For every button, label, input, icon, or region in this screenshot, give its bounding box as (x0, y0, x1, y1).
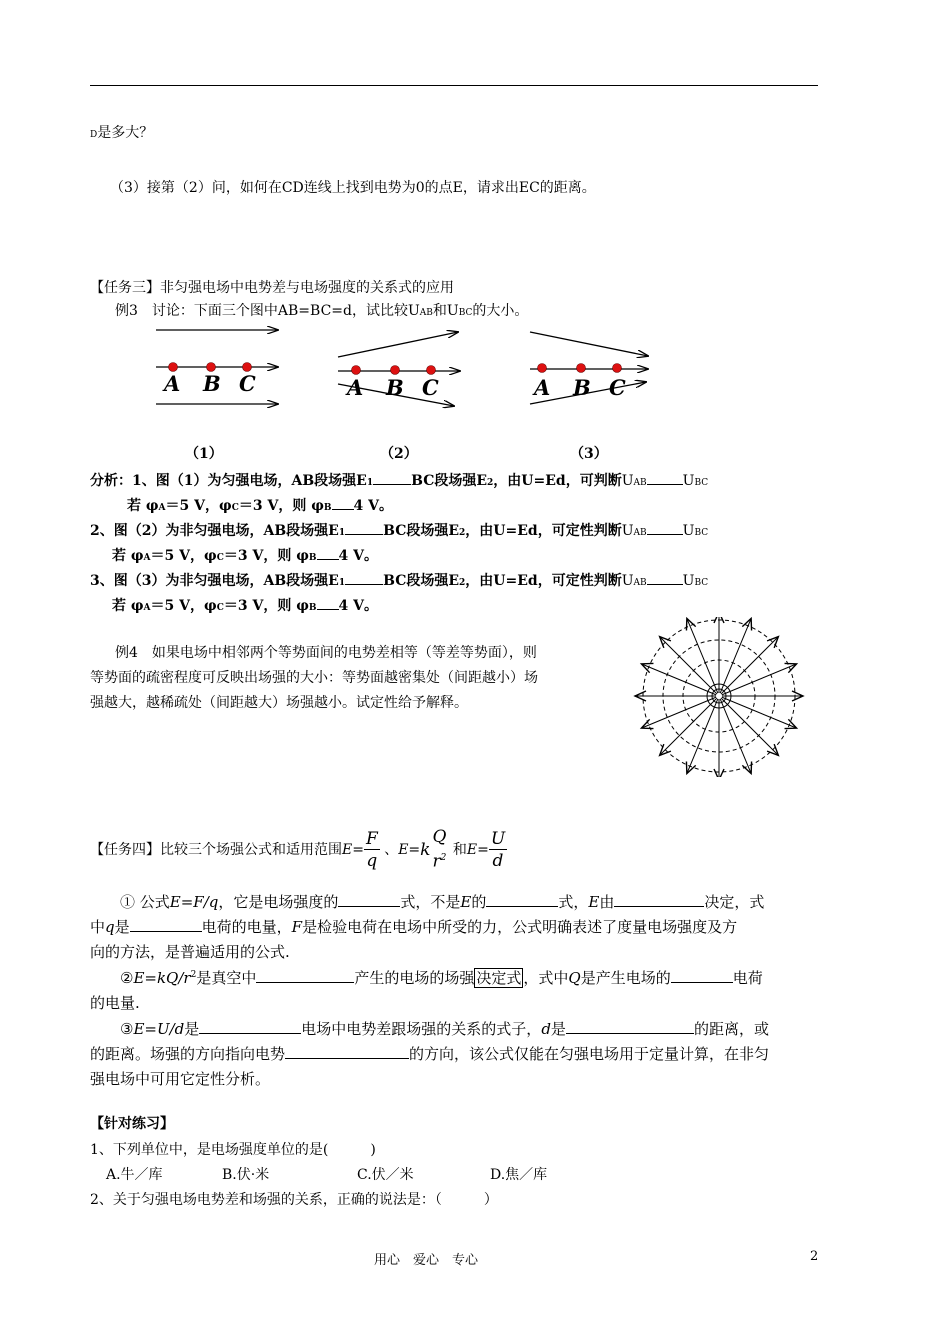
text: ① 公式 (120, 893, 170, 911)
and-text: 和 (452, 842, 467, 858)
fraction-q-over-r2 (430, 827, 448, 873)
task3-title: 【任务三】非匀强电场中电势差与电场强度的关系式的应用 (90, 280, 454, 296)
analysis-1-mid: BC段场强E (411, 473, 488, 489)
para3-line3: 强电场中可用它定性分析。 (90, 1070, 271, 1088)
phi-line-3 (112, 595, 378, 615)
phi-a-val: ＝5 V， (150, 548, 205, 564)
u-letter: U (682, 473, 695, 489)
answer-blank[interactable] (614, 892, 704, 907)
example-3 (115, 300, 528, 320)
phi-pre: 若 φ (112, 548, 144, 564)
phi-c-sub: C (231, 503, 239, 513)
boxed-term: 决定式 (476, 969, 522, 987)
text: 中 (90, 918, 106, 936)
formula-e-eq: E= (342, 842, 364, 858)
answer-blank[interactable] (647, 570, 683, 585)
answer-blank[interactable] (345, 520, 383, 535)
frac-den (430, 847, 448, 873)
phi-a-val: ＝5 V， (165, 498, 220, 514)
field-line (721, 637, 778, 694)
text: 的方向，该公式仅能在匀强电场用于定量计算，在非匀 (409, 1045, 770, 1063)
figure-2 (330, 320, 470, 420)
caption-1: （1） (185, 446, 223, 462)
analysis-1-post: ，由U=Ed，可判断 (493, 473, 622, 489)
para2-line1 (120, 967, 763, 988)
phi-c-val: ＝3 V，则 φ (238, 498, 324, 514)
page-number: 2 (810, 1249, 819, 1264)
answer-blank[interactable] (345, 570, 383, 585)
phi-c-val: ＝3 V，则 φ (223, 598, 309, 614)
phi-post: 4 V。 (353, 498, 393, 514)
frac-den: d (492, 850, 504, 871)
phi-post: 4 V。 (338, 548, 378, 564)
ex3-sub-bc: BC (458, 308, 473, 318)
text: 的距离。场强的方向指向电势 (90, 1045, 286, 1063)
text: ，式中 (523, 969, 569, 987)
radial-field-diagram (626, 617, 812, 777)
field-line (720, 618, 751, 693)
formula-e-eq: E= (466, 842, 489, 858)
answer-blank[interactable] (317, 545, 339, 560)
figure-3 (520, 320, 660, 420)
para3-line1 (120, 1018, 769, 1039)
text: ③ (120, 1020, 134, 1038)
analysis-1 (90, 470, 708, 490)
field-line (660, 637, 717, 694)
analysis-2-mid: BC段场强E (383, 523, 460, 539)
text: 产生的电场的场强 (354, 969, 475, 987)
frac-num: F (365, 828, 378, 849)
formula: E=F/q (169, 893, 219, 911)
u-letter: U (621, 523, 634, 539)
text: 电荷的电量， (201, 918, 292, 936)
field-line (660, 698, 717, 755)
text: 是 (184, 1020, 200, 1038)
answer-blank[interactable] (256, 968, 354, 983)
phi-c-sub: C (216, 603, 224, 613)
separator: 、 (384, 842, 399, 858)
field-line (722, 697, 797, 728)
u-letter: U (621, 473, 634, 489)
field-line (338, 332, 458, 357)
frac-den: q (366, 850, 378, 871)
example-4-line-2: 等势面的疏密程度可反映出场强的大小：等势面越密集处（间距越小）场 (90, 670, 538, 686)
analysis-2-post: ，由U=Ed，可定性判断 (465, 523, 622, 539)
var-q: q (105, 918, 115, 936)
footer-slogan: 用心 爱心 专心 (374, 1253, 479, 1268)
label-b: B (573, 375, 591, 400)
answer-blank[interactable] (647, 470, 683, 485)
answer-blank[interactable] (199, 1019, 301, 1034)
analysis-3-pre: 3、图（3）为非匀强电场，AB段场强E (90, 573, 339, 589)
var-f: F (291, 918, 303, 936)
field-line (641, 664, 716, 695)
point-a (352, 366, 361, 375)
text: ② (120, 969, 134, 987)
field-line (530, 332, 648, 356)
u-ab-blank (622, 473, 708, 489)
text: 由 (599, 893, 615, 911)
phi-line-2 (112, 545, 378, 565)
analysis-2-pre: 2、图（2）为非匀强电场，AB段场强E (90, 523, 339, 539)
text: 是产生电场的 (580, 969, 671, 987)
caption-3: （3） (570, 446, 608, 462)
field-line (687, 699, 718, 774)
point-a (538, 364, 547, 373)
constant-k: k (420, 840, 431, 860)
phi-b-sub: B (308, 603, 317, 613)
answer-blank[interactable] (130, 917, 202, 932)
para1-line3: 向的方法，是普遍适用的公式. (90, 943, 290, 961)
label-b: B (386, 375, 404, 400)
analysis-2 (90, 520, 708, 540)
option-d[interactable]: D.焦／库 (490, 1167, 548, 1183)
text: ，它是电场强度的 (218, 893, 339, 911)
answer-blank[interactable] (671, 968, 733, 983)
answer-blank[interactable] (486, 892, 558, 907)
point-c (427, 366, 436, 375)
option-c[interactable]: C.伏／米 (357, 1167, 414, 1183)
example-4-line-3: 强越大，越稀疏处（间距越大）场强越小。试定性给予解释。 (90, 695, 468, 711)
phi-a-val: ＝5 V， (150, 598, 205, 614)
phi-c-val: ＝3 V，则 φ (223, 548, 309, 564)
phi-b-sub: B (308, 553, 317, 563)
para1-line2 (90, 916, 737, 937)
field-line (721, 698, 778, 755)
label-b: B (203, 371, 221, 396)
ex3-text-post: 的大小。 (472, 303, 529, 319)
label-c: C (239, 371, 256, 396)
text: 是 (114, 918, 130, 936)
question-3: （3）接第（2）问，如何在CD连线上找到电势为0的点E，请求出EC的距离。 (110, 180, 596, 196)
radial-field-lines (635, 617, 803, 777)
e2-sub: 2 (459, 528, 466, 538)
u-letter: U (682, 523, 695, 539)
figure-1 (150, 320, 290, 420)
phi-c: φ (219, 498, 232, 514)
analysis-1-pre: 分析：1、图（1）为匀强电场，AB段场强E (90, 473, 367, 489)
practice-title: 【针对练习】 (90, 1116, 174, 1132)
top-fragment (90, 122, 153, 142)
text: 的 (471, 893, 487, 911)
fraction-u-over-d (489, 829, 507, 872)
text: 是真空中 (196, 969, 257, 987)
para2-line2: 的电量. (90, 994, 140, 1012)
point-c (613, 364, 622, 373)
answer-blank[interactable] (373, 470, 411, 485)
phi-post: 4 V。 (338, 598, 378, 614)
option-b[interactable]: B.伏·米 (222, 1167, 270, 1183)
var-q: Q (568, 969, 581, 987)
e1-sub: 1 (366, 478, 374, 488)
u-ab-sub: AB (633, 528, 647, 538)
phi-a-sub: A (158, 503, 166, 513)
answer-blank[interactable] (338, 892, 400, 907)
u-bc-sub: BC (694, 528, 709, 538)
para1-line1 (120, 891, 764, 912)
var-e: E (460, 893, 472, 911)
phi-pre: 若 φ (127, 498, 159, 514)
fraction-f-over-q (364, 829, 380, 872)
u-letter: U (682, 573, 695, 589)
point-b (577, 364, 586, 373)
top-text: 是多大？ (97, 125, 154, 141)
answer-blank[interactable] (332, 495, 354, 510)
frac-num: U (490, 828, 506, 849)
field-line (720, 699, 751, 774)
analysis-3 (90, 570, 708, 590)
text: 式， (558, 893, 589, 911)
analysis-3-post: ，由U=Ed，可定性判断 (465, 573, 622, 589)
ex3-text-mid: 和U (432, 303, 459, 319)
e1-sub: 1 (338, 528, 346, 538)
practice-q2: 2、关于匀强电场电势差和场强的关系，正确的说法是：（ ） (90, 1192, 498, 1208)
field-line (687, 618, 718, 693)
text: 电荷 (732, 969, 763, 987)
formula-e-eq: E= (398, 842, 421, 858)
example-4-line-1: 例4 如果电场中相邻两个等势面间的电势差相等（等差等势面），则 (115, 645, 537, 661)
text: 决定，式 (704, 893, 765, 911)
answer-blank[interactable] (285, 1044, 409, 1059)
formula: E=U/d (133, 1020, 185, 1038)
option-a[interactable]: A.牛／库 (106, 1167, 163, 1183)
frac-num: Q (432, 827, 447, 848)
u-bc-sub: BC (694, 578, 709, 588)
text: 是检验电荷在电场中所受的力，公式明确表述了度量电场强度及方 (302, 918, 738, 936)
ex3-sub-ab: AB (419, 308, 433, 318)
header-rule (90, 85, 818, 86)
practice-q1: 1、下列单位中，是电场强度单位的是( ) (90, 1142, 376, 1158)
point-b (391, 366, 400, 375)
phi-b-sub: B (323, 503, 332, 513)
e1-sub: 1 (338, 578, 346, 588)
answer-blank[interactable] (317, 595, 339, 610)
caption-2: （2） (380, 446, 418, 462)
phi-a-sub: A (143, 603, 151, 613)
field-line (722, 664, 797, 695)
text: 是 (550, 1020, 566, 1038)
phi-c-sub: C (216, 553, 224, 563)
frac-den-r: r (432, 851, 441, 872)
task4-line (90, 822, 507, 878)
field-line (641, 697, 716, 728)
formula: E=kQ/r (133, 969, 191, 987)
label-a: A (347, 375, 364, 400)
label-a: A (534, 375, 551, 400)
task4-title: 【任务四】比较三个场强公式和适用范围 (90, 842, 342, 858)
e2-sub: 2 (459, 578, 466, 588)
phi-line-1 (127, 495, 393, 515)
text: 电场中电势差跟场强的关系的式子， (301, 1020, 542, 1038)
analysis-3-mid: BC段场强E (383, 573, 460, 589)
u-ab-sub: AB (633, 578, 647, 588)
label-c: C (609, 375, 626, 400)
text: 的距离，或 (693, 1020, 769, 1038)
u-ab-sub: AB (633, 478, 647, 488)
ex3-text-pre: 例3 讨论：下面三个图中AB=BC=d，试比较U (115, 303, 420, 319)
answer-blank[interactable] (566, 1019, 694, 1034)
label-a: A (164, 371, 181, 396)
var-e: E (588, 893, 600, 911)
u-bc-sub: BC (694, 478, 709, 488)
top-subscript: D (90, 130, 98, 140)
u-letter: U (621, 573, 634, 589)
answer-blank[interactable] (647, 520, 683, 535)
phi-a-sub: A (143, 553, 151, 563)
var-d: d (541, 1020, 551, 1038)
para3-line2 (90, 1043, 769, 1064)
phi-pre: 若 φ (112, 598, 144, 614)
e2-sub: 2 (487, 478, 494, 488)
phi-c: φ (204, 598, 217, 614)
exponent: 2 (190, 970, 197, 980)
label-c: C (422, 375, 439, 400)
frac-exp: 2 (440, 853, 447, 864)
text: 式，不是 (400, 893, 461, 911)
phi-c: φ (204, 548, 217, 564)
